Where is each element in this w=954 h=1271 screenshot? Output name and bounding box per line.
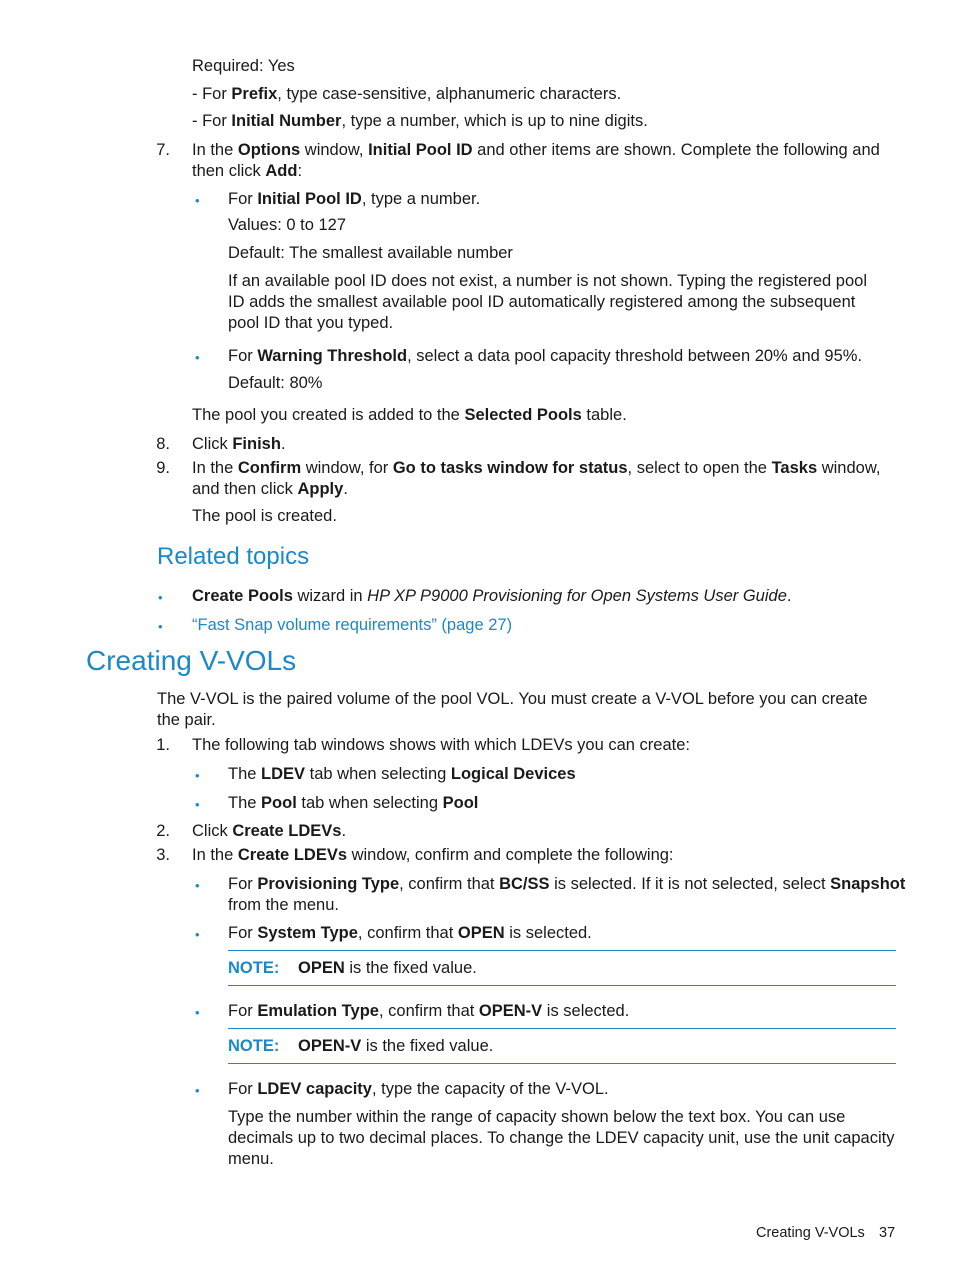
bullet-icon: • [195, 797, 200, 812]
text: For [228, 924, 258, 942]
text: . [280, 435, 286, 453]
term-pool: Pool [261, 794, 297, 812]
bullet-icon: • [158, 590, 163, 605]
note-label: NOTE: [228, 1037, 280, 1055]
bullet-icon: • [195, 927, 200, 942]
bullet-system-type [228, 923, 592, 944]
text: For [228, 1080, 258, 1098]
term: OPEN [457, 924, 505, 942]
text: , type a number. [361, 190, 481, 208]
term-pool: Pool [442, 794, 479, 812]
term: OPEN-V [478, 1002, 543, 1020]
term: Provisioning Type [257, 875, 400, 893]
text: is selected. [504, 924, 592, 942]
text: . [343, 480, 348, 498]
prefix-line [192, 84, 621, 105]
text: For [228, 1002, 258, 1020]
term-initial-number: Initial Number [231, 112, 342, 130]
pool-created-line: The pool is created. [192, 507, 337, 525]
text: window, [300, 141, 369, 159]
step-8-line [192, 434, 286, 455]
text: In the [192, 141, 238, 159]
required-text: Required: Yes [192, 57, 295, 75]
bullet-icon: • [195, 1005, 200, 1020]
text: , type the capacity of the V-VOL. [371, 1080, 609, 1098]
text: - For [192, 112, 232, 130]
bullet-provisioning-type [228, 874, 905, 895]
note-box [228, 1028, 896, 1064]
text: tab when selecting [305, 765, 451, 783]
text: Click [192, 822, 233, 840]
text: and then click [192, 480, 298, 498]
text: , confirm that [357, 924, 458, 942]
note-label: NOTE: [228, 959, 280, 977]
required-line [192, 56, 295, 77]
step-7-line-1 [192, 140, 880, 161]
bullet-icon: • [195, 878, 200, 893]
term: System Type [257, 924, 358, 942]
bullet-icon: • [195, 350, 200, 365]
term-finish: Finish [232, 435, 281, 453]
step-9-line-2 [192, 479, 348, 500]
note-text [298, 958, 477, 979]
term-selected-pools: Selected Pools [464, 406, 582, 424]
text: is the fixed value. [361, 1037, 494, 1055]
term-options: Options [237, 141, 301, 159]
step-number: 9. [156, 459, 170, 477]
step-7-line-2 [192, 161, 302, 182]
section-step-2 [192, 821, 346, 842]
text: window, confirm and complete the following: [347, 846, 674, 864]
section-step-3 [192, 845, 674, 866]
term-initial-pool-id: Initial Pool ID [368, 141, 473, 159]
term-add: Add [265, 162, 298, 180]
text: is selected. If it is not selected, select [549, 875, 831, 893]
term: OPEN-V [298, 1037, 362, 1055]
term: Warning Threshold [257, 347, 408, 365]
term-logical-devices: Logical Devices [450, 765, 576, 783]
term: BC/SS [499, 875, 550, 893]
bullet-initial-pool-id [228, 189, 480, 210]
term: OPEN [298, 959, 345, 977]
term-prefix: Prefix [231, 85, 278, 103]
intro-line-2: the pair. [157, 711, 216, 729]
text: wizard in [292, 587, 368, 605]
pool-id-paragraph-line-2: ID adds the smallest available pool ID automatically registered among the subsequent [228, 293, 856, 311]
text: For [228, 875, 258, 893]
term: LDEV capacity [257, 1080, 372, 1098]
step-9-line-1 [192, 458, 880, 479]
ldev-capacity-paragraph-line-1: Type the number within the range of capacity shown below the text box. You can use [228, 1108, 846, 1126]
term: Emulation Type [257, 1002, 379, 1020]
pool-id-paragraph-line-3: pool ID that you typed. [228, 314, 394, 332]
text: In the [192, 846, 238, 864]
initial-number-line [192, 111, 648, 132]
pool-added-line [192, 405, 627, 426]
text: For [228, 347, 258, 365]
text: window, for [301, 459, 393, 477]
footer-title: Creating V-VOLs [756, 1225, 865, 1241]
section-heading: Creating V-VOLs [86, 645, 297, 676]
values-line: Values: 0 to 127 [228, 216, 347, 234]
text: tab when selecting [296, 794, 443, 812]
guide-title: HP XP P9000 Provisioning for Open Systems User Guide [367, 587, 787, 605]
term: Snapshot [830, 875, 906, 893]
ldev-capacity-paragraph-line-3: menu. [228, 1150, 274, 1168]
page-number: 37 [879, 1225, 896, 1241]
provisioning-type-line-2: from the menu. [228, 896, 339, 914]
fast-snap-requirements-link[interactable]: “Fast Snap volume requirements” (page 27) [192, 616, 513, 634]
pool-id-paragraph-line-1: If an available pool ID does not exist, a number is not shown. Typing the registered pool [228, 272, 867, 290]
term-ldev: LDEV [261, 765, 306, 783]
default-line: Default: 80% [228, 374, 323, 392]
text: is the fixed value. [344, 959, 477, 977]
step-number: 1. [156, 736, 170, 754]
text: is selected. [542, 1002, 630, 1020]
text: For [228, 190, 258, 208]
text: . [341, 822, 347, 840]
ldev-capacity-paragraph-line-2: decimals up to two decimal places. To change the LDEV capacity unit, use the unit capacity [228, 1129, 895, 1147]
text: , confirm that [378, 1002, 479, 1020]
text: , confirm that [399, 875, 500, 893]
term-create-ldevs: Create LDEVs [237, 846, 348, 864]
bullet-icon: • [195, 768, 200, 783]
text: then click [192, 162, 266, 180]
intro-line-1: The V-VOL is the paired volume of the pool VOL. You must create a V-VOL before you can create [157, 690, 868, 708]
related-topics-heading: Related topics [157, 543, 310, 570]
text: : [297, 162, 303, 180]
note-box [228, 950, 896, 986]
text: , select to open the [627, 459, 772, 477]
bullet-emulation-type [228, 1001, 629, 1022]
text: window, [817, 459, 881, 477]
text: and other items are shown. Complete the following and [472, 141, 880, 159]
text: , select a data pool capacity threshold between 20% and 95%. [407, 347, 863, 365]
term-create-ldevs: Create LDEVs [232, 822, 342, 840]
note-text [298, 1036, 493, 1057]
step-number: 2. [156, 822, 170, 840]
term-go-to-tasks: Go to tasks window for status [392, 459, 628, 477]
term-tasks: Tasks [771, 459, 818, 477]
text: The pool you created is added to the [192, 406, 465, 424]
bullet-icon: • [195, 1083, 200, 1098]
step-number: 7. [156, 141, 170, 159]
step-number: 3. [156, 846, 170, 864]
bullet-pool-tab [228, 793, 478, 814]
term-confirm: Confirm [237, 459, 302, 477]
bullet-warning-threshold [228, 346, 862, 367]
bullet-ldev-tab [228, 764, 576, 785]
text: Click [192, 435, 233, 453]
term-apply: Apply [297, 480, 344, 498]
text: table. [581, 406, 627, 424]
related-item-create-pools [192, 586, 791, 607]
text: In the [192, 459, 238, 477]
bullet-ldev-capacity [228, 1079, 609, 1100]
text: , type case-sensitive, alphanumeric characters. [277, 85, 622, 103]
text: . [786, 587, 792, 605]
default-line: Default: The smallest available number [228, 244, 513, 262]
related-item-link [192, 615, 512, 636]
text: - For [192, 85, 232, 103]
bullet-icon: • [195, 193, 200, 208]
step-number: 8. [156, 435, 170, 453]
text: The [228, 794, 262, 812]
term: Initial Pool ID [257, 190, 362, 208]
bullet-icon: • [158, 619, 163, 634]
text: , type a number, which is up to nine digits. [341, 112, 648, 130]
term-create-pools: Create Pools [192, 587, 293, 605]
section-step-1: The following tab windows shows with which LDEVs you can create: [192, 736, 690, 754]
text: The [228, 765, 262, 783]
